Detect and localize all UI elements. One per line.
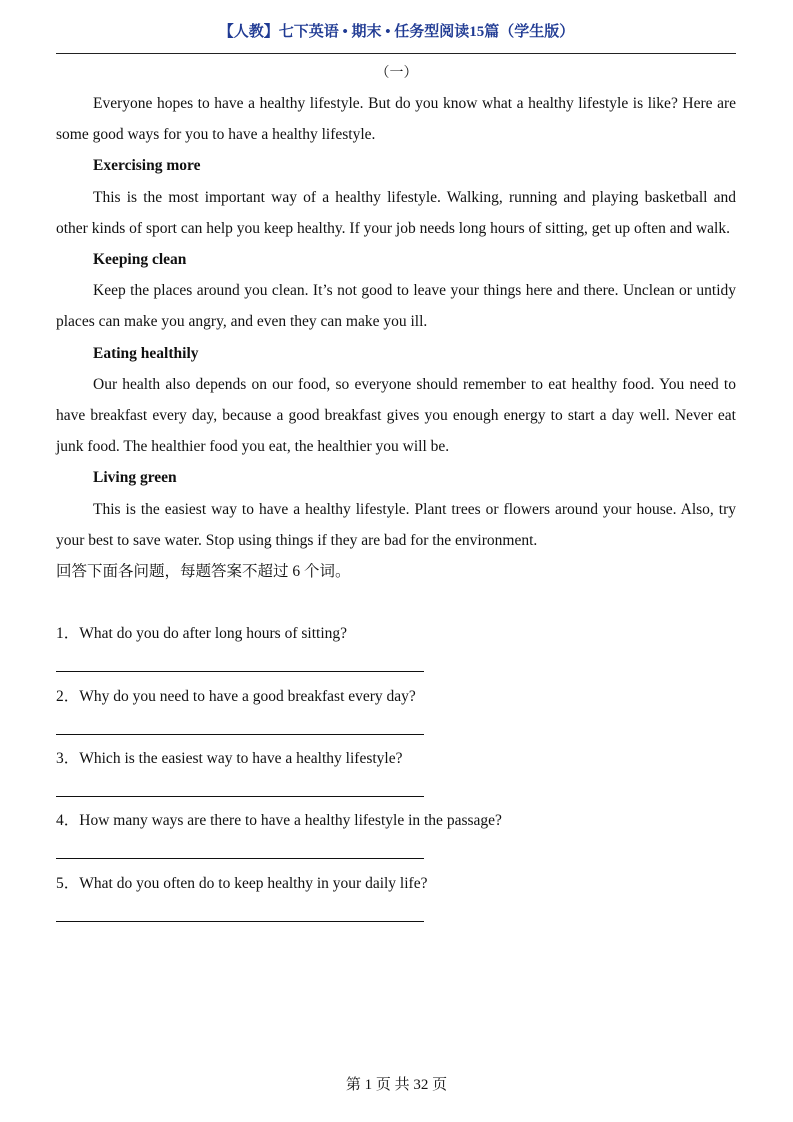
page-footer: 第 1 页 共 32 页 <box>345 1077 448 1093</box>
section-text-living-green: This is the easiest way to have a healthy lifestyle. Plant trees or flowers around your house. Also, try your best to save water. Stop using things if they are bad for the environment. <box>56 500 736 549</box>
section-heading-exercising: Exercising more <box>93 157 201 175</box>
section-text-eating: Our health also depends on our food, so everyone should remember to eat healthy food. You need to have breakfast every day, because a good breakfast gives you enough energy to start a day well. Never eat junk food. The healthier food you eat, the healthier you will be. <box>56 375 736 456</box>
section-heading-living-green: Living green <box>93 469 177 487</box>
header-divider <box>56 53 736 54</box>
section-number: （一） <box>375 66 418 81</box>
document-header-title: 【人教】七下英语 • 期末 • 任务型阅读15篇（学生版） <box>218 24 575 40</box>
question-1: 1．What do you do after long hours of sitting? <box>56 625 348 642</box>
passage-intro: Everyone hopes to have a healthy lifestyle. But do you know what a healthy lifestyle is like? Here are some good ways for you to have a healthy lifestyle. <box>56 95 736 144</box>
section-text-cleaning: Keep the places around you clean. It’s not good to leave your things here and there. Unclean or untidy places can make you angry, and even they can make you ill. <box>56 282 736 331</box>
question-3: 3．Which is the easiest way to have a healthy lifestyle? <box>56 750 403 767</box>
answer-line-5 <box>56 921 424 922</box>
answer-line-4 <box>56 858 424 859</box>
question-2: 2．Why do you need to have a good breakfast every day? <box>56 688 416 705</box>
question-4: 4．How many ways are there to have a healthy lifestyle in the passage? <box>56 812 502 829</box>
question-5: 5．What do you often do to keep healthy in your daily life? <box>56 875 428 892</box>
section-heading-eating: Eating healthily <box>93 344 199 362</box>
section-text-exercising: This is the most important way of a healthy lifestyle. Walking, running and playing basketball and other kinds of sport can help you keep healthy. If your job needs long hours of sitting, get up often and walk. <box>56 188 736 237</box>
reading-passage <box>56 88 736 587</box>
section-heading-cleaning: Keeping clean <box>93 251 187 269</box>
answer-line-3 <box>56 796 424 797</box>
answer-line-1 <box>56 671 424 672</box>
answer-line-2 <box>56 734 424 735</box>
question-instruction: 回答下面各问题，每题答案不超过 6 个词。 <box>56 563 351 581</box>
